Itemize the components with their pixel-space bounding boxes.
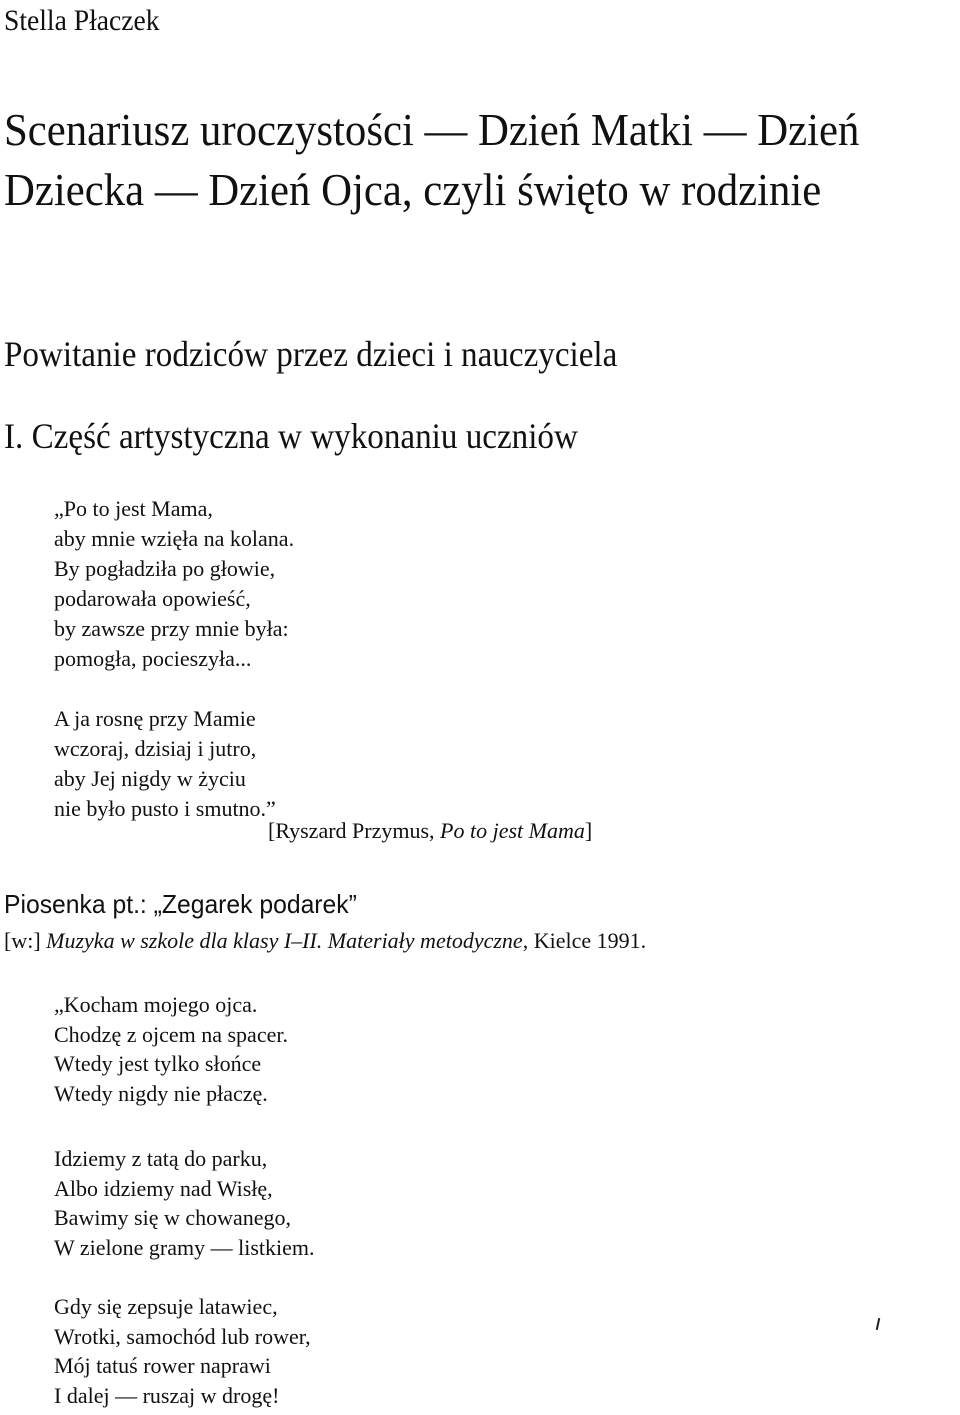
song-title: Piosenka pt.: „Zegarek podarek”: [4, 889, 357, 919]
section-heading-part-1: I. Część artystyczna w wykonaniu uczniów: [4, 416, 578, 456]
verse-line: Chodzę z ojcem na spacer.: [54, 1021, 288, 1047]
verse-line: By pogładziła po głowie,: [54, 556, 276, 581]
section-heading-greeting: Powitanie rodziców przez dzieci i nauczyciela: [4, 334, 618, 374]
verse-line: nie było pusto i smutno.”: [54, 796, 276, 821]
verse-line: I dalej — ruszaj w drogę!: [54, 1382, 280, 1408]
verse-line: aby mnie wzięła na kolana.: [54, 526, 295, 551]
verse-line: pomogła, pocieszyła...: [54, 646, 252, 671]
verse-line: Wtedy nigdy nie płaczę.: [54, 1080, 268, 1106]
verse-line: „Po to jest Mama,: [54, 496, 213, 521]
verse-line: Albo idziemy nad Wisłę,: [54, 1175, 273, 1201]
verse-line: „Kocham mojego ojca.: [54, 992, 258, 1017]
verse-line: Mój tatuś rower naprawi: [54, 1353, 271, 1378]
verse-line: Idziemy z tatą do parku,: [54, 1146, 268, 1171]
poem-ojciec-stanza-1: [54, 990, 754, 1108]
verse-line: podarowała opowieść,: [54, 586, 251, 611]
verse-line: by zawsze przy mnie była:: [54, 616, 289, 641]
verse-line: Gdy się zepsuje latawiec,: [54, 1294, 278, 1319]
stray-ink-mark: [876, 1318, 880, 1330]
source-suffix: ]: [584, 818, 593, 843]
poem-source-citation: [268, 816, 592, 846]
verse-line: Wtedy jest tylko słońce: [54, 1051, 262, 1076]
author-name: Stella Płaczek: [4, 4, 160, 37]
poem-mama-stanza-1: [54, 494, 754, 674]
verse-line: wczoraj, dzisiaj i jutro,: [54, 736, 257, 761]
ref-suffix: , Kielce 1991.: [522, 928, 647, 953]
verse-line: W zielone gramy — listkiem.: [54, 1234, 315, 1260]
song-reference: [4, 926, 646, 956]
document-title-line-2: Dziecka — Dzień Ojca, czyli święto w rodzinie: [4, 164, 822, 215]
verse-line: Bawimy się w chowanego,: [54, 1205, 292, 1230]
poem-ojciec-stanza-3: [54, 1292, 754, 1410]
source-prefix: [Ryszard Przymus,: [268, 818, 441, 843]
ref-book-title: Muzyka w szkole dla klasy I–II. Materiały metodyczne: [46, 928, 523, 953]
document-title-line-1: Scenariusz uroczystości — Dzień Matki — Dzień: [4, 104, 860, 155]
verse-line: A ja rosnę przy Mamie: [54, 706, 256, 731]
source-work-title: Po to jest Mama: [440, 818, 585, 843]
verse-line: Wrotki, samochód lub rower,: [54, 1323, 311, 1349]
poem-mama-stanza-2: [54, 704, 754, 824]
ref-prefix: [w:]: [4, 928, 47, 953]
verse-line: aby Jej nigdy w życiu: [54, 766, 246, 791]
poem-ojciec-stanza-2: [54, 1144, 754, 1262]
